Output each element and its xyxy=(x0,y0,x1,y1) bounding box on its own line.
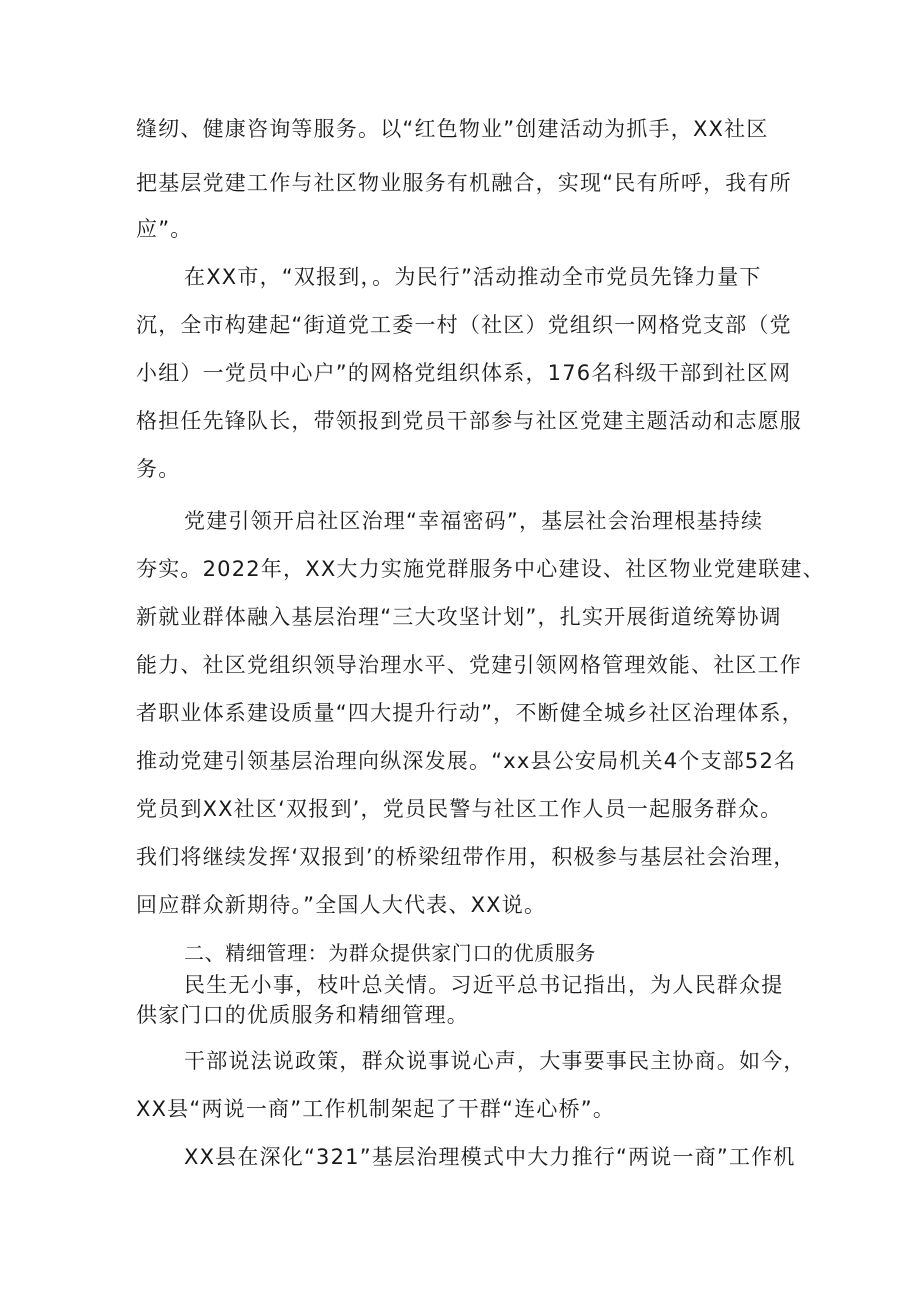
text-line: 党员到XX社区‘双报到’，党员民警与社区工作人员一起服务群众。 xyxy=(136,797,783,821)
text-line: 回应群众新期待。”全国人大代表、XX说。 xyxy=(136,893,547,917)
text-line: XX县在深化“321”基层治理模式中大力推行“两说一商”工作机 xyxy=(184,1145,796,1169)
text-line: 推动党建引领基层治理向纵深发展。“xx县公安局机关4个支部52名 xyxy=(136,749,797,773)
text-line: 沉，全市构建起“街道党工委一村（社区）党组织一网格党支部（党 xyxy=(136,313,792,337)
text-line: 供家门口的优质服务和精细管理。 xyxy=(136,1003,469,1027)
text-line: 者职业体系建设质量“四大提升行动”，不断健全城乡社区治理体系， xyxy=(136,701,804,725)
text-line: 夯实。2022年，XX大力实施党群服务中心建设、社区物业党建联建、 xyxy=(136,557,825,581)
text-line: 我们将继续发挥‘双报到’的桥梁纽带作用，积极参与基层社会治理， xyxy=(136,845,796,869)
text-line: 党建引领开启社区治理“幸福密码”，基层社会治理根基持续 xyxy=(184,509,764,533)
text-line: 小组）一党员中心户”的网格党组织体系，176名科级干部到社区网 xyxy=(136,361,792,385)
text-line: 干部说法说政策，群众说事说心声，大事要事民主协商。如今， xyxy=(184,1049,806,1073)
text-line: 缝纫、健康咨询等服务。以“红色物业”创建活动为抓手，XX社区 xyxy=(136,117,769,141)
text-line: 应”。 xyxy=(136,217,193,241)
text-line: 能力、社区党组织领导治理水平、党建引领网格管理效能、社区工作 xyxy=(136,653,802,677)
text-line: 在XX市，“双报到，。为民行”活动推动全市党员先锋力量下 xyxy=(184,265,762,289)
text-line: 格担任先锋队长，带领报到党员干部参与社区党建主题活动和志愿服 xyxy=(136,409,802,433)
text-line: 把基层党建工作与社区物业服务有机融合，实现“民有所呼，我有所 xyxy=(136,171,792,195)
text-line: 新就业群体融入基层治理“三大攻坚计划”，扎实开展街道统筹协调 xyxy=(136,605,782,629)
text-line: 务。 xyxy=(136,457,181,481)
text-line: XX县“两说一商”工作机制架起了干群“连心桥”。 xyxy=(136,1097,616,1121)
section-heading: 二、精细管理：为群众提供家门口的优质服务 xyxy=(184,941,596,965)
text-line: 民生无小事，枝叶总关情。习近平总书记指出，为人民群众提 xyxy=(184,973,784,997)
